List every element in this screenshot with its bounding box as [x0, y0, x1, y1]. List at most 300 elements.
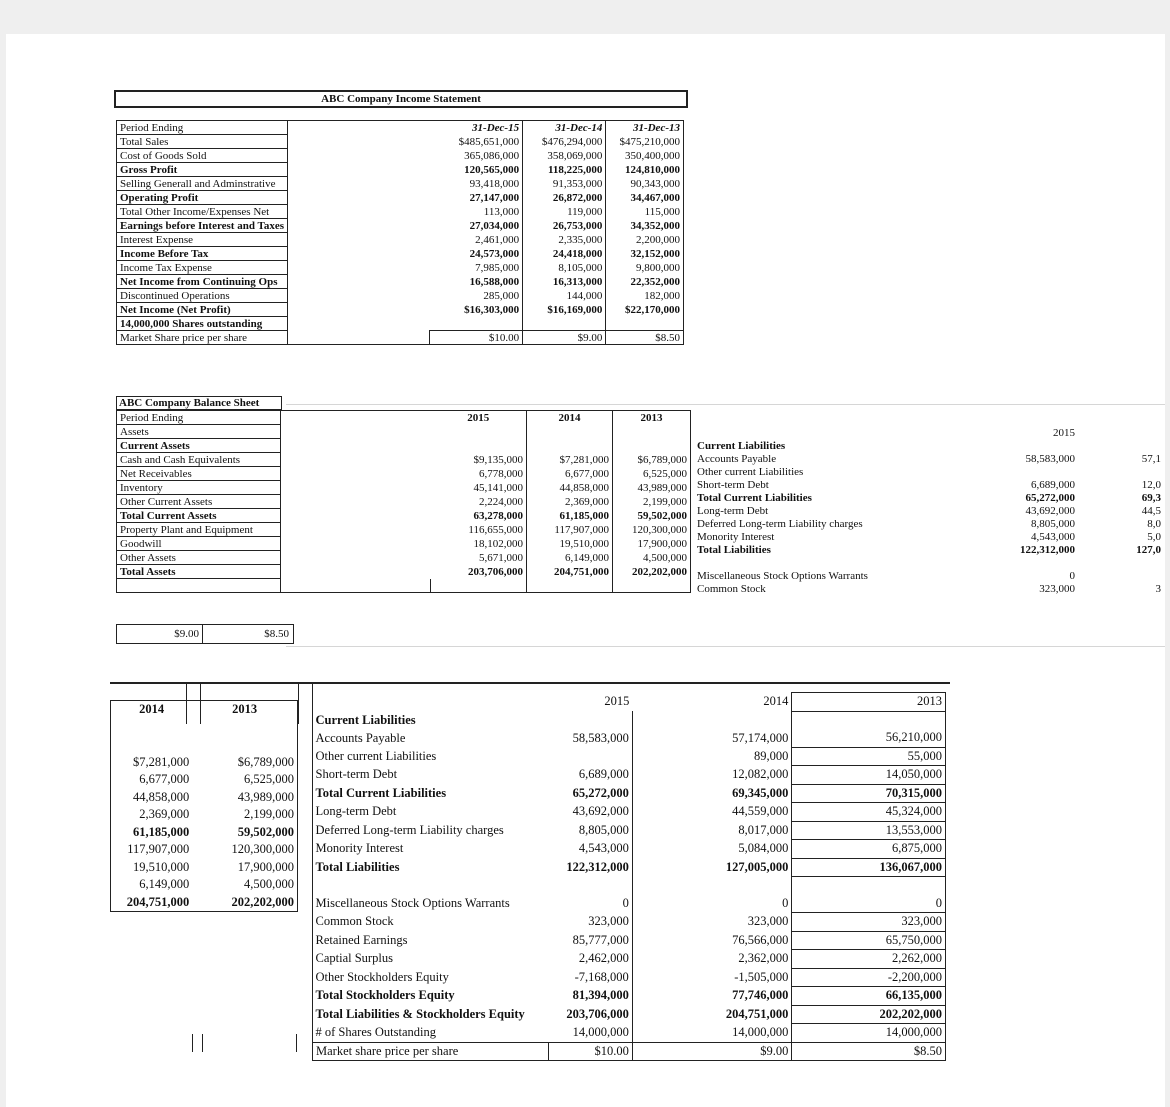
- zoom-right-value: 6,875,000: [792, 840, 946, 859]
- zoom-left-value-2013: 17,900,000: [237, 859, 294, 874]
- zoom-right-table: [312, 692, 946, 1061]
- income-row-label: Total Other Income/Expenses Net: [117, 205, 288, 219]
- balance-asset-value: 2,199,000: [613, 495, 691, 509]
- zoom-left-header: [111, 701, 298, 719]
- zoom-right-row: [313, 931, 946, 950]
- zoom-right-row: [313, 1042, 946, 1061]
- balance-asset-value: 6,778,000: [431, 467, 527, 481]
- zoom-right-header: [313, 693, 946, 712]
- balance-liab-row: [694, 582, 1164, 595]
- zoom-right-label: Total Liabilities & Stockholders Equity: [315, 1006, 525, 1021]
- balance-liab-value-2015: 122,312,000: [1020, 543, 1075, 556]
- balance-asset-label: Cash and Cash Equivalents: [117, 453, 281, 467]
- balance-year-header: 2013: [613, 411, 691, 425]
- balance-liab-row: [694, 491, 1164, 504]
- balance-liab-row: [694, 504, 1164, 517]
- zoom-right-value: 58,583,000: [548, 729, 632, 747]
- zoom-right-row: [313, 840, 946, 859]
- zoom-right-row: [313, 803, 946, 822]
- zoom-right-value: 43,692,000: [548, 803, 632, 822]
- balance-asset-value: [527, 439, 613, 453]
- income-spacer: [288, 331, 430, 345]
- balance-asset-label: Total Assets: [117, 565, 281, 579]
- zoom-right-year: 2014: [763, 694, 789, 709]
- balance-year-header: 2014: [527, 411, 613, 425]
- balance-liab-spacer: [878, 439, 958, 452]
- income-value-2015: 16,588,000: [430, 275, 523, 289]
- zoom-right-value: 44,559,000: [632, 803, 792, 822]
- income-value-2015: 2,461,000: [430, 233, 523, 247]
- zoom-right-value: 0: [792, 895, 946, 913]
- income-row: [117, 247, 684, 261]
- balance-liab-label: Common Stock: [697, 582, 766, 595]
- zoom-right-value: -2,200,000: [792, 968, 946, 987]
- balance-liab-value-2015: 65,272,000: [1025, 491, 1075, 504]
- income-spacer: [288, 219, 430, 233]
- zoom-right-value: 57,174,000: [632, 729, 792, 747]
- income-spacer: [288, 205, 430, 219]
- zoom-right-value: $10.00: [548, 1042, 632, 1061]
- balance-liab-label: Long-term Debt: [697, 504, 769, 517]
- zoom-left-value-2014: 19,510,000: [132, 859, 190, 874]
- income-value-2014: $476,294,000: [523, 135, 606, 149]
- income-row-label: 14,000,000 Shares outstanding: [117, 317, 288, 331]
- zoom-left-row: [111, 806, 298, 824]
- zoom-right-value: 2,262,000: [792, 950, 946, 969]
- zoom-right-row: [313, 877, 946, 895]
- price-2013-text: $8.50: [264, 628, 289, 640]
- income-value-2014: $16,169,000: [523, 303, 606, 317]
- income-spacer: [288, 233, 430, 247]
- income-spacer: [288, 261, 430, 275]
- balance-title-text: ABC Company Balance Sheet: [119, 397, 260, 409]
- zoom-left-row: [111, 736, 298, 754]
- income-row: [117, 275, 684, 289]
- balance-asset-row: [117, 481, 691, 495]
- balance-liab-spacer: [878, 543, 958, 556]
- income-row-label: Gross Profit: [117, 163, 288, 177]
- balance-asset-value: 204,751,000: [527, 565, 613, 579]
- balance-liab-value-2015: 323,000: [1039, 582, 1075, 595]
- balance-spacer: [281, 411, 431, 425]
- balance-asset-row: [117, 425, 691, 439]
- zoom-right-row: [313, 821, 946, 840]
- zoom-right-label: Other current Liabilities: [315, 748, 437, 763]
- income-value-2015: 31-Dec-15: [430, 121, 523, 135]
- income-row-label: Discontinued Operations: [117, 289, 288, 303]
- balance-asset-value: $6,789,000: [613, 453, 691, 467]
- balance-assets-table: [116, 410, 691, 593]
- zoom-left-row: [111, 789, 298, 807]
- zoom-right-row: [313, 858, 946, 877]
- zoom-right-value: 14,000,000: [548, 1024, 632, 1043]
- zoom-left-year: 2013: [232, 702, 258, 717]
- income-value-2014: 91,353,000: [523, 177, 606, 191]
- balance-asset-label: Property Plant and Equipment: [117, 523, 281, 537]
- income-row: [117, 121, 684, 135]
- income-value-2014: 119,000: [523, 205, 606, 219]
- income-value-2013: 34,352,000: [606, 219, 684, 233]
- income-value-2013: 31-Dec-13: [606, 121, 684, 135]
- balance-liab-value-2014: 5,0: [1147, 530, 1161, 543]
- balance-asset-value: 2,369,000: [527, 495, 613, 509]
- liab-header-blank: [1078, 426, 1164, 439]
- balance-spacer: [281, 509, 431, 523]
- liab-header-row: [694, 426, 1164, 439]
- price-2013-cell: [202, 624, 294, 644]
- balance-liab-label: [694, 556, 878, 569]
- income-value-2014: 16,313,000: [523, 275, 606, 289]
- balance-blank-cell: [613, 579, 691, 593]
- income-row-label: Interest Expense: [117, 233, 288, 247]
- zoom-left-value-2014: 6,677,000: [139, 772, 190, 787]
- balance-asset-label: Current Assets: [117, 439, 281, 453]
- balance-asset-value: [431, 425, 527, 439]
- zoom-left-value-2014: 61,185,000: [132, 824, 190, 839]
- zoom-right-row: [313, 711, 946, 729]
- zoom-right-label: Miscellaneous Stock Options Warrants: [315, 896, 510, 910]
- zoom-right-value: [792, 877, 946, 895]
- zoom-left-value-2013: 4,500,000: [244, 877, 294, 892]
- balance-asset-value: 44,858,000: [527, 481, 613, 495]
- income-row-label: Operating Profit: [117, 191, 288, 205]
- zoom-left-value-2014: 204,751,000: [126, 894, 190, 909]
- zoom-right-label: Deferred Long-term Liability charges: [315, 822, 504, 837]
- balance-spacer: [281, 523, 431, 537]
- zoom-left-value-2013: 43,989,000: [237, 789, 294, 804]
- income-spacer: [288, 163, 430, 177]
- income-value-2014: $9.00: [523, 331, 606, 345]
- zoom-left-row: [111, 754, 298, 772]
- zoom-right-label: [313, 877, 549, 895]
- balance-liab-label: Other current Liabilities: [697, 465, 804, 478]
- income-row-label: Cost of Goods Sold: [117, 149, 288, 163]
- zoom-right-value: 56,210,000: [792, 729, 946, 747]
- balance-spacer: [281, 453, 431, 467]
- balance-asset-row: [117, 509, 691, 523]
- balance-blank-cell: [281, 579, 431, 593]
- balance-blank-cell: [431, 579, 527, 593]
- zoom-right-value: 14,000,000: [632, 1024, 792, 1043]
- balance-liab-label: Short-term Debt: [697, 478, 769, 491]
- balance-liab-value-2014: [1078, 439, 1164, 452]
- zoom-right-row: [313, 729, 946, 747]
- income-value-2014: 26,753,000: [523, 219, 606, 233]
- income-value-2014: [523, 317, 606, 331]
- income-row: [117, 233, 684, 247]
- zoom-right-value: 55,000: [792, 747, 946, 766]
- balance-asset-row: [117, 523, 691, 537]
- zoom-right-label: Other Stockholders Equity: [315, 969, 449, 984]
- balance-asset-value: 18,102,000: [431, 537, 527, 551]
- income-row: [117, 219, 684, 233]
- income-value-2013: 9,800,000: [606, 261, 684, 275]
- balance-asset-row: [117, 467, 691, 481]
- zoom-left-table: [110, 700, 298, 912]
- balance-liab-value-2015: 8,805,000: [1031, 517, 1075, 530]
- zoom-right-value: 89,000: [632, 747, 792, 766]
- balance-liab-spacer: [878, 582, 958, 595]
- zoom-right-row: [313, 784, 946, 803]
- zoom-right-value: 77,746,000: [632, 987, 792, 1006]
- income-row: [117, 331, 684, 345]
- income-row: [117, 261, 684, 275]
- income-value-2015: 27,034,000: [430, 219, 523, 233]
- zoom-left-value-2014: 2,369,000: [139, 807, 190, 822]
- spreadsheet-photo: [6, 34, 1165, 1107]
- price-2014-text: $9.00: [174, 628, 199, 640]
- balance-liab-label: Monority Interest: [697, 530, 775, 543]
- zoom-right-year: 2013: [792, 693, 946, 712]
- income-row-label: Net Income (Net Profit): [117, 303, 288, 317]
- balance-liab-label: Miscellaneous Stock Options Warrants: [697, 569, 868, 582]
- zoom-right-label: Accounts Payable: [315, 730, 406, 745]
- income-value-2013: $22,170,000: [606, 303, 684, 317]
- balance-liab-value-2014: [1078, 569, 1164, 582]
- balance-asset-value: $9,135,000: [431, 453, 527, 467]
- zoom-left-value-2014: [111, 719, 193, 737]
- zoom-left-row: [111, 876, 298, 894]
- balance-liab-value-2015: 4,543,000: [1031, 530, 1075, 543]
- balance-spacer: [281, 551, 431, 565]
- balance-asset-label: Inventory: [117, 481, 281, 495]
- balance-asset-value: 59,502,000: [613, 509, 691, 523]
- zoom-left-value-2014: $7,281,000: [132, 754, 190, 769]
- balance-asset-row: [117, 565, 691, 579]
- balance-liab-value-2015: 6,689,000: [1031, 478, 1075, 491]
- balance-liab-label: Total Liabilities: [697, 543, 771, 556]
- income-value-2013: 90,343,000: [606, 177, 684, 191]
- balance-spacer: [281, 565, 431, 579]
- zoom-right-label: Total Stockholders Equity: [315, 988, 455, 1003]
- zoom-left-value-2014: 117,907,000: [127, 842, 190, 857]
- income-row: [117, 205, 684, 219]
- income-value-2015: $10.00: [430, 331, 523, 345]
- zoom-right-value: [548, 747, 632, 766]
- zoom-right-value: 65,272,000: [548, 784, 632, 803]
- zoom-right-label: Total Liabilities: [315, 859, 400, 874]
- balance-liab-row: [694, 543, 1164, 556]
- zoom-right-row: [313, 747, 946, 766]
- zoom-left-row: [111, 719, 298, 737]
- income-spacer: [288, 275, 430, 289]
- balance-asset-row: [117, 551, 691, 565]
- balance-spacer: [281, 425, 431, 439]
- balance-liab-value-2014: 3: [1155, 582, 1161, 595]
- zoom-left-row: [111, 894, 298, 912]
- income-value-2014: 358,069,000: [523, 149, 606, 163]
- balance-liab-row: [694, 556, 1164, 569]
- income-value-2015: 113,000: [430, 205, 523, 219]
- balance-liab-row: [694, 569, 1164, 582]
- zoom-right-value: 127,005,000: [632, 858, 792, 877]
- balance-asset-label: Assets: [117, 425, 281, 439]
- zoom-right-value: 76,566,000: [632, 931, 792, 950]
- balance-liab-spacer: [878, 517, 958, 530]
- price-2014-cell: [116, 624, 204, 644]
- income-row: [117, 317, 684, 331]
- balance-liab-label: Accounts Payable: [697, 452, 777, 465]
- income-value-2013: 124,810,000: [606, 163, 684, 177]
- income-value-2013: 34,467,000: [606, 191, 684, 205]
- zoom-right-row: [313, 1005, 946, 1024]
- balance-asset-label: Other Assets: [117, 551, 281, 565]
- balance-asset-value: 2,224,000: [431, 495, 527, 509]
- income-title-text: ABC Company Income Statement: [321, 93, 481, 105]
- income-value-2014: 31-Dec-14: [523, 121, 606, 135]
- balance-liab-value-2015: [958, 439, 1078, 452]
- balance-liabilities-table: [694, 426, 1164, 595]
- balance-liab-value-2015: 0: [1069, 569, 1075, 582]
- zoom-right-label: # of Shares Outstanding: [315, 1025, 436, 1039]
- income-value-2015: 120,565,000: [430, 163, 523, 177]
- liab-header-blank: [878, 426, 958, 439]
- income-value-2014: 8,105,000: [523, 261, 606, 275]
- balance-sheet-title: [116, 396, 282, 410]
- balance-asset-value: 120,300,000: [613, 523, 691, 537]
- balance-liab-label: Current Liabilities: [697, 439, 786, 452]
- income-spacer: [288, 317, 430, 331]
- zoom-right-row: [313, 968, 946, 987]
- zoom-right-header-blank: [313, 693, 549, 712]
- balance-liab-value-2015: [958, 556, 1078, 569]
- zoom-right-value: 5,084,000: [632, 840, 792, 859]
- balance-liab-spacer: [878, 556, 958, 569]
- income-row-label: Earnings before Interest and Taxes: [117, 219, 288, 233]
- zoom-right-value: [632, 877, 792, 895]
- balance-asset-value: [527, 425, 613, 439]
- zoom-right-value: 323,000: [632, 913, 792, 932]
- balance-asset-value: 117,907,000: [527, 523, 613, 537]
- balance-liab-row: [694, 517, 1164, 530]
- balance-asset-label: Net Receivables: [117, 467, 281, 481]
- balance-liab-value-2014: 8,0: [1147, 517, 1161, 530]
- zoom-right-label: Current Liabilities: [315, 712, 416, 727]
- balance-spacer: [281, 495, 431, 509]
- income-row: [117, 149, 684, 163]
- balance-spacer: [281, 467, 431, 481]
- balance-liab-value-2014: 44,5: [1141, 504, 1161, 517]
- zoom-right-value: 136,067,000: [792, 858, 946, 877]
- balance-asset-value: 17,900,000: [613, 537, 691, 551]
- income-spacer: [288, 121, 430, 135]
- zoom-right-value: 4,543,000: [548, 840, 632, 859]
- zoom-right-value: 45,324,000: [792, 803, 946, 822]
- balance-asset-value: 6,525,000: [613, 467, 691, 481]
- liab-year-header: 2015: [1053, 426, 1075, 439]
- zoom-right-label: Captial Surplus: [315, 951, 393, 966]
- zoom-right-value: 323,000: [792, 913, 946, 932]
- zoom-right-value: 13,553,000: [792, 821, 946, 840]
- zoom-right-value: [632, 711, 792, 729]
- zoom-right-value: 202,202,000: [792, 1005, 946, 1024]
- zoom-right-value: 203,706,000: [548, 1005, 632, 1024]
- balance-liab-value-2014: [1078, 556, 1164, 569]
- zoom-right-row: [313, 1024, 946, 1043]
- zoom-left-value-2014: 44,858,000: [132, 789, 190, 804]
- income-row-label: Selling Generall and Adminstrative: [117, 177, 288, 191]
- zoom-right-value: [548, 711, 632, 729]
- zoom-left-value-2013: $6,789,000: [237, 754, 294, 769]
- balance-liab-spacer: [878, 465, 958, 478]
- zoom-right-value: 65,750,000: [792, 931, 946, 950]
- income-spacer: [288, 247, 430, 261]
- zoom-right-label: Total Current Liabilities: [315, 785, 447, 800]
- income-value-2014: 144,000: [523, 289, 606, 303]
- income-spacer: [288, 191, 430, 205]
- balance-liab-row: [694, 530, 1164, 543]
- balance-asset-row: [117, 537, 691, 551]
- liab-header-blank: [694, 426, 878, 439]
- balance-asset-value: 19,510,000: [527, 537, 613, 551]
- zoom-left-value-2013: 6,525,000: [244, 772, 294, 787]
- zoom-right-label: Monority Interest: [315, 841, 404, 856]
- zoom-left-value-2013: 202,202,000: [231, 894, 294, 909]
- balance-liab-spacer: [878, 504, 958, 517]
- balance-asset-value: 5,671,000: [431, 551, 527, 565]
- zoom-left-row: [111, 841, 298, 859]
- income-value-2014: 118,225,000: [523, 163, 606, 177]
- zoom-right-value: 0: [548, 895, 632, 913]
- balance-liab-row: [694, 478, 1164, 491]
- zoom-right-value: 70,315,000: [792, 784, 946, 803]
- zoom-right-value: 6,689,000: [548, 766, 632, 785]
- balance-liab-row: [694, 439, 1164, 452]
- zoom-right-value: $9.00: [632, 1042, 792, 1061]
- zoom-right-value: 81,394,000: [548, 987, 632, 1006]
- balance-liab-value-2014: 12,0: [1141, 478, 1161, 491]
- zoom-right-value: 2,362,000: [632, 950, 792, 969]
- income-row-label: Period Ending: [117, 121, 288, 135]
- zoom-right-value: 0: [632, 895, 792, 913]
- zoom-right-value: 8,017,000: [632, 821, 792, 840]
- zoom-right-label: Retained Earnings: [315, 932, 408, 947]
- balance-period-label: Period Ending: [117, 411, 281, 425]
- income-value-2013: $8.50: [606, 331, 684, 345]
- income-value-2013: 350,400,000: [606, 149, 684, 163]
- income-value-2013: 22,352,000: [606, 275, 684, 289]
- zoom-right-row: [313, 766, 946, 785]
- zoom-left-value-2013: [192, 736, 297, 754]
- income-row: [117, 135, 684, 149]
- income-row: [117, 163, 684, 177]
- balance-liab-spacer: [878, 478, 958, 491]
- balance-asset-row: [117, 495, 691, 509]
- balance-asset-value: 43,989,000: [613, 481, 691, 495]
- zoom-right-value: -7,168,000: [548, 968, 632, 987]
- income-statement-title: [114, 90, 688, 108]
- balance-liab-spacer: [878, 530, 958, 543]
- zoom-right-value: 204,751,000: [632, 1005, 792, 1024]
- zoom-right-value: 2,462,000: [548, 950, 632, 969]
- zoom-left-value-2014: [111, 736, 193, 754]
- balance-blank-cell: [527, 579, 613, 593]
- income-spacer: [288, 303, 430, 317]
- zoom-right-row: [313, 895, 946, 913]
- balance-asset-row: [117, 439, 691, 453]
- balance-asset-value: 61,185,000: [527, 509, 613, 523]
- balance-liab-value-2014: 69,3: [1141, 491, 1161, 504]
- zoom-left-value-2014: 6,149,000: [139, 877, 190, 892]
- income-spacer: [288, 289, 430, 303]
- income-value-2013: 2,200,000: [606, 233, 684, 247]
- balance-asset-label: Other Current Assets: [117, 495, 281, 509]
- zoom-right-value: -1,505,000: [632, 968, 792, 987]
- income-value-2015: [430, 317, 523, 331]
- income-row: [117, 177, 684, 191]
- zoom-right-value: 14,000,000: [792, 1024, 946, 1043]
- zoom-right-label: Long-term Debt: [315, 804, 397, 819]
